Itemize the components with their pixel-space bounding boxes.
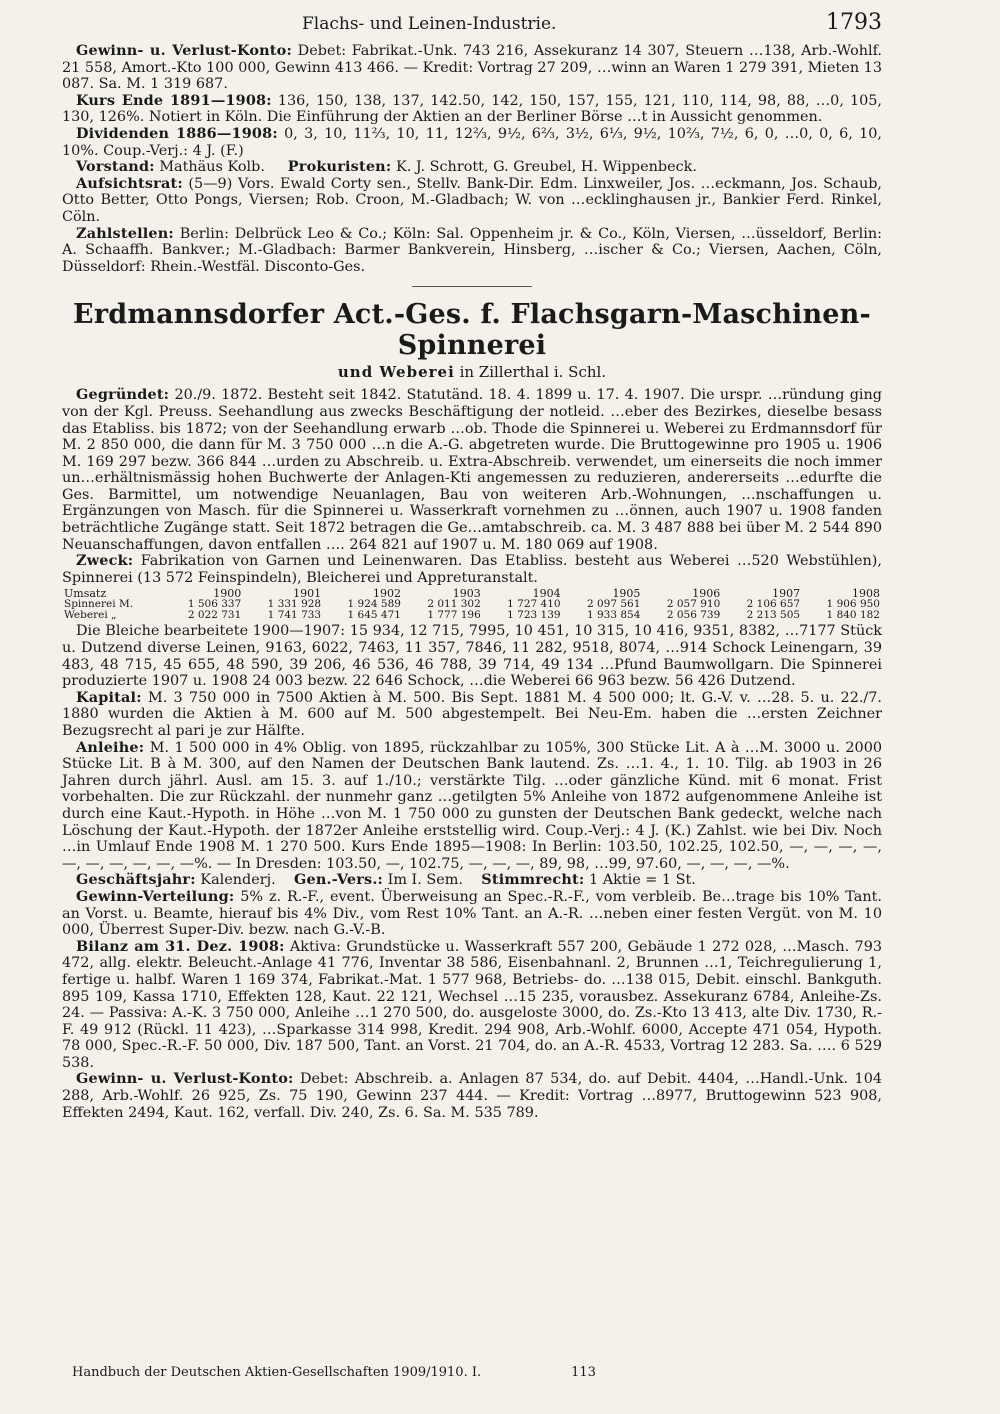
year-cell: 1901 — [293, 587, 322, 601]
gegruendet-entry — [62, 387, 882, 553]
year-cell: 1902 — [372, 587, 401, 601]
prev-gewinn-entry — [62, 43, 882, 93]
entry-text: M. 3 750 000 in 7500 Aktien à M. 500. Bis Sept. 1881 M. 4 500 000; lt. G.-V. v. …28. 5. u. 22./7. 1880 wurden die Aktien à M. 600 auf M. 500 abgestempelt. Bei Neu-Em. haben die …ersten Zeichner Bezugsrecht al pari je zur Hälfte. — [62, 689, 882, 739]
entry-text: Debet: Abschreib. a. Anlagen 87 534, do. auf Debit. 4404, …Handl.-Unk. 104 288, Arb.-Wohlf. 26 925, Zs. 75 190, Gewinn 237 444. — Kredit: Vortrag …8977, Bruttogewinn 523 908, Effekten 2494, Kaut. 162, verfall. Div. 240, Zs. 6. Sa. M. 535 789. — [62, 1071, 883, 1121]
entry-label: Kurs Ende 1891—1908: — [76, 91, 272, 109]
umsatz-table — [62, 588, 882, 621]
value-cell: 2 011 302 — [427, 598, 481, 611]
value-cell: 1 741 733 — [267, 609, 322, 622]
row-label: Spinnerei M. — [64, 598, 134, 611]
entry-text: 136, 150, 138, 137, 142.50, 142, 150, 157, 155, 121, 110, 114, 98, 88, …0, 105, 130, 126%. Notiert in Köln. Die Einführung der Aktien an der Berliner Börse …t in Aussicht genommen. — [62, 92, 882, 126]
entry-text: Debet: Fabrikat.-Unk. 743 216, Assekuranz 14 307, Steuern …138, Arb.-Wohlf. 21 558, Amort.-Kto 100 000, Gewinn 413 466. — Kredit: Vortrag 27 209, …winn an Waren 1 279 391, Mieten 13 087. Sa. M. 1 319 687. — [62, 43, 883, 93]
value-cell: 1 924 589 — [347, 598, 401, 611]
value-cell: 2 056 739 — [666, 609, 721, 622]
entry-label: Dividenden 1886—1908: — [76, 124, 278, 142]
entry-text: M. 1 500 000 in 4% Oblig. von 1895, rückzahlbar zu 105%, 300 Stücke Lit. A à …M. 3000 u. 2000 Stücke Lit. B à M. 300, auf den Namen der Deutschen Bank lautend. Zs. …1. 4., 1. 10. Tilg. ab 1903 in 26 Jahren durch jährl. Ausl. am 15. 3. auf 1./10.; verstärkte Tilg. …oder gänzliche Künd. mit 6 monat. Frist vorbehalten. Die zur Rückzahl. der nunmehr ganz …getilgten 5% Anleihe von 1872 aufgenommene Anleihe ist durch eine Kaut.-Hypoth. in Höhe …von M. 1 750 000 zu gunsten der Deutschen Bank gedeckt, welche nach Löschung der Kaut.-Hypoth. der 1872er Anleihe erststellig wird. Coup.-Verj.: 4 J. (K.) Zahlst. wie bei Div. Noch …in Umlauf Ende 1908 M. 1 270 500. Kurs Ende 1895—1908: In Berlin: 103.50, 102.25, 102.50, —, —, —, —, —, —, —, —, —, —%. — In Dresden: 103.50, —, 102.75, —, —, —, 89, 98, …99, 97.60, —, —, —, —%. — [62, 739, 883, 872]
value-cell: 1 906 950 — [826, 598, 880, 611]
entry-text: Berlin: Delbrück Leo & Co.; Köln: Sal. Oppenheim jr. & Co., Köln, Viersen, …üsseldorf, Berlin: A. Schaaffh. Bankver.; M.-Gladbach: Barmer Bankverein, Hinsberg, …ischer & Co.; Viersen, Aachen, Cöln, Düsseldorf: Rhein.-Westfäl. Disconto-Ges. — [62, 225, 882, 275]
entry-label: Bilanz am 31. Dez. 1908: — [76, 937, 285, 955]
table-row — [62, 610, 882, 621]
geschaeftsjahr-entry — [62, 872, 882, 889]
value-cell: 1 840 182 — [826, 609, 880, 622]
year-cell: 1906 — [692, 587, 721, 601]
entry-label: Stimmrecht: — [481, 871, 585, 889]
page-header — [62, 10, 882, 35]
gewinn-verlust-entry — [62, 1071, 882, 1121]
kapital-entry — [62, 690, 882, 740]
subtitle-bold: und Weberei — [337, 363, 455, 382]
bilanz-entry — [62, 939, 882, 1072]
entry-label: Geschäftsjahr: — [76, 871, 196, 889]
entry-text: 0, 3, 10, 11⅔, 10, 11, 12⅔, 9½, 6⅔, 3½, 6⅓, 9½, 10⅔, 7½, 6, 0, …0, 0, 6, 10, 10%. Coup.-Verj.: 4 J. (F.) — [62, 125, 882, 159]
value-cell: 1 727 410 — [507, 598, 561, 611]
entry-label: Gewinn-Verteilung: — [76, 887, 235, 905]
entry-label: Anleihe: — [76, 738, 145, 756]
entry-text: Im I. Sem. — [387, 872, 463, 889]
year-cell: 1903 — [452, 587, 481, 601]
row-label: Weberei „ — [64, 609, 117, 622]
year-cell: 1900 — [213, 587, 242, 601]
year-cell: 1907 — [772, 587, 801, 601]
value-cell: 2 022 731 — [187, 609, 242, 622]
anleihe-entry — [62, 740, 882, 873]
zweck-entry — [62, 553, 882, 586]
value-cell: 1 723 139 — [507, 609, 561, 622]
prev-dividenden-entry — [62, 126, 882, 159]
entry-label: Gen.-Vers.: — [294, 871, 384, 889]
value-cell: 1 933 854 — [586, 609, 641, 622]
company-title: Erdmannsdorfer Act.-Ges. f. Flachsgarn-Maschinen-Spinnerei — [73, 299, 871, 362]
year-cell: 1905 — [612, 587, 641, 601]
running-title: Flachs- und Leinen-Industrie. — [302, 14, 557, 34]
entry-text: 20./9. 1872. Besteht seit 1842. Statutänd. 18. 4. 1899 u. 17. 4. 1907. Die urspr. …ründung ging von der Kgl. Preuss. Seehandlung aus zwecks Beschäftigung der notleid. …eber des Bezirkes, dieselbe besass das Etabliss. bis 1872; von der Seehandlung erwarb …ob. Thode die Spinnerei u. Weberei zu Erdmannsdorf für M. 2 850 000, die dann für M. 3 750 000 …n die A.-G. abgetreten wurde. Die Bruttogewinne pro 1905 u. 1906 M. 169 297 bezw. 366 844 …urden zu Abschreib. u. Extra-Abschreib. verwendet, um einerseits die noch immer un…erhältnismässig hohen Buchwerte der Anlagen-Kti angemessen zu reduzieren, andererseits …edurfte die Ges. Barmittel, um notwendige Neuanlagen, Bau von weiteren Arb.-Wohnungen, …nschaffungen u. Ergänzungen von Masch. für die Spinnerei u. Wasserkraft vornehmen zu …önnen, auch 1907 u. 1908 fanden beträchtliche Zugänge statt. Seit 1872 betragen die Ge…amtabschreib. ca. M. 3 487 888 bei über M. 2 544 890 Neuanschaffungen, davon entfallen …. 264 821 auf 1907 u. M. 180 069 auf 1908. — [62, 387, 882, 553]
year-cell: 1904 — [532, 587, 561, 601]
entry-label: Zahlstellen: — [76, 224, 174, 242]
prev-kurs-entry — [62, 93, 882, 126]
value-cell: 2 057 910 — [666, 598, 721, 611]
value-cell: 2 213 505 — [746, 609, 801, 622]
entry-label: Vorstand: — [76, 158, 155, 176]
entry-text: K. J. Schrott, G. Greubel, H. Wippenbeck. — [395, 159, 697, 176]
prev-zahlstellen-entry — [62, 226, 882, 276]
prev-vorstand-entry — [62, 159, 882, 176]
entry-text: Fabrikation von Garnen und Leinenwaren. Das Etabliss. besteht aus Weberei …520 Webstühlen), Spinnerei (13 572 Feinspindeln), Bleicherei und Appreturanstalt. — [62, 553, 882, 586]
value-cell: 2 106 657 — [746, 598, 801, 611]
section-divider — [412, 286, 532, 287]
gewinn-verteilung-entry — [62, 889, 882, 939]
value-cell: 1 506 337 — [187, 598, 242, 611]
bleiche-paragraph — [62, 623, 882, 689]
subtitle-rest: in Zillerthal i. Schl. — [459, 363, 607, 382]
entry-text: Die Bleiche bearbeitete 1900—1907: 15 934, 12 715, 7995, 10 451, 10 315, 10 416, 9351, 8382, …7177 Stück u. Dutzend diverse Leinen, 9163, 6022, 7463, 11 357, 7846, 11 282, 9518, 8074, …914 Schock Leinengarn, 39 483, 48 715, 45 655, 48 590, 39 206, 46 536, 46 788, 39 714, 49 134 …Pfund Baumwollgarn. Die Spinnerei produzierte 1907 u. 1908 24 003 bezw. 22 646 Schock, …die Weberei 66 963 bezw. 56 426 Dutzend. — [62, 623, 882, 690]
value-cell: 1 777 196 — [427, 609, 481, 622]
entry-label: Gewinn- u. Verlust-Konto: — [76, 1070, 294, 1088]
entry-label: Gewinn- u. Verlust-Konto: — [76, 42, 292, 59]
entry-text: 1 Aktie = 1 St. — [588, 872, 696, 889]
entry-text: 5% z. R.-F., event. Überweisung an Spec.-R.-F., vom verbleib. Be…trage bis 10% Tant. an Vorst. u. Beamte, hierauf bis 4% Div., vom Rest 10% Tant. an A.-R. …neben einer festen Vergüt. von M. 10 000, Überrest Super-Div. bezw. nach G.-V.-B. — [62, 888, 882, 939]
entry-label: Aufsichtsrat: — [76, 174, 183, 192]
umsatz-label: Umsatz — [64, 587, 107, 601]
entry-text: Mathäus Kolb. — [159, 159, 265, 176]
prev-aufsichtsrat-entry — [62, 176, 882, 226]
entry-text: Aktiva: Grundstücke u. Wasserkraft 557 200, Gebäude 1 272 028, …Masch. 793 472, allg. elektr. Beleucht.-Anlage 41 776, Inventar 38 586, Eisenbahnanl. 2, Brunnen …1, Teichregulierung 1, fertige u. halbf. Waren 1 169 374, Fabrikat.-Mat. 1 577 968, Betriebs- do. …138 015, Debit. einschl. Bankguth. 895 109, Kassa 1710, Effekten 128, Kaut. 22 121, Wechsel …15 235, vorausbez. Assekuranz 6784, Anleihe-Zs. 24. — Passiva: A.-K. 3 750 000, Anleihe …1 270 500, do. ausgeloste 3000, do. Zs.-Kto 13 413, alte Div. 1730, R.-F. 49 912 (Rückl. 11 423), …Sparkasse 314 998, Kredit. 294 908, Arb.-Wohlf. 6000, Accepte 471 054, Hypoth. 78 000, Spec.-R.-F. 50 000, Div. 187 500, Tant. an Vorst. 21 704, do. an A.-R. 4533, Vortrag 12 283. Sa. …. 6 529 538. — [62, 938, 883, 1071]
entry-label: Gegründet: — [76, 386, 170, 404]
page-number: 1793 — [826, 10, 882, 35]
value-cell: 2 097 561 — [586, 598, 641, 611]
value-cell: 1 331 928 — [267, 598, 322, 611]
entry-label: Kapital: — [76, 688, 142, 706]
entry-text: Kalenderj. — [200, 872, 276, 889]
entry-label: Zweck: — [76, 552, 134, 570]
page-footer — [72, 1365, 882, 1380]
company-subtitle — [62, 363, 882, 381]
year-cell: 1908 — [852, 587, 880, 601]
entry-text: (5—9) Vors. Ewald Corty sen., Stellv. Bank-Dir. Edm. Linxweiler, Jos. …eckmann, Jos. Schaub, Otto Better, Otto Pongs, Viersen; Rob. Croon, M.-Gladbach; W. von …ecklinghausen jr., Bankier Ferd. Rinkel, Cöln. — [62, 175, 882, 225]
entry-label: Prokuristen: — [287, 158, 392, 176]
value-cell: 1 645 471 — [347, 609, 401, 622]
footer-signature: 113 — [571, 1365, 596, 1380]
footer-source: Handbuch der Deutschen Aktien-Gesellschaften 1909/1910. I. — [72, 1365, 482, 1380]
